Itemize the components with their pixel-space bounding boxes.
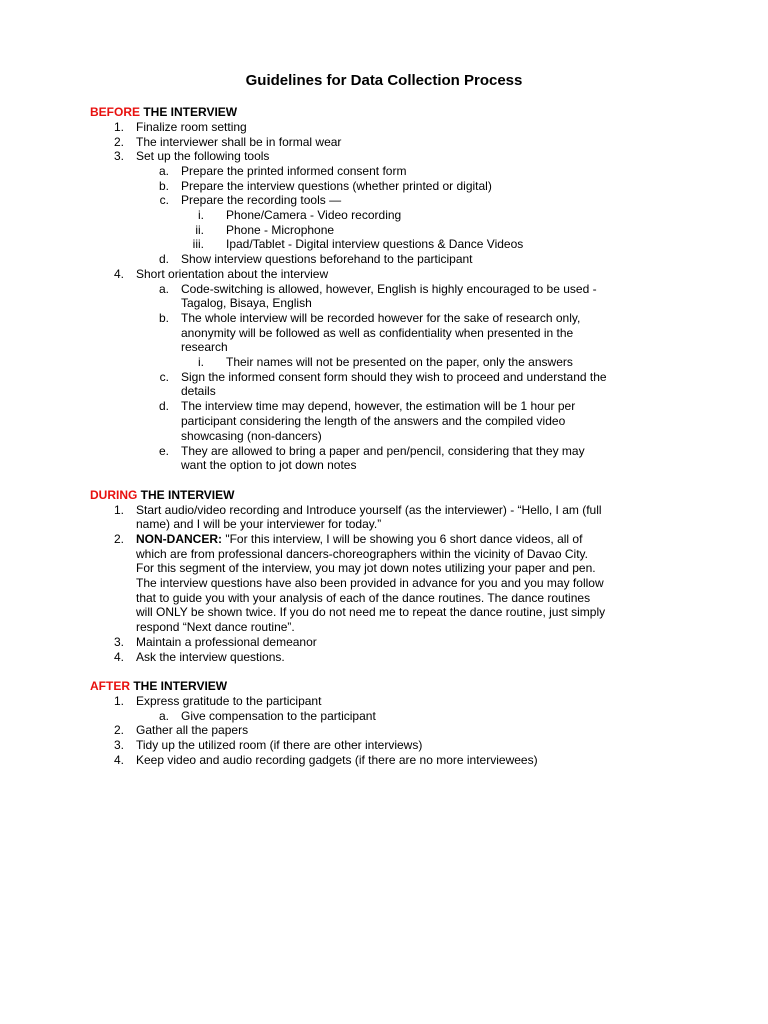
list-roman: iii.: [192, 237, 204, 251]
list-item: Their names will not be presented on the paper, only the answers: [226, 355, 573, 369]
list-item: Gather all the papers: [136, 723, 249, 737]
list-item: Phone - Microphone: [226, 223, 335, 237]
list-item: Start audio/video recording and Introduce yourself (as the interviewer) - “Hello, I am (full: [136, 503, 602, 517]
list-letter: d.: [158, 252, 169, 266]
heading-highlight: BEFORE: [90, 105, 141, 119]
heading-rest: THE INTERVIEW: [137, 488, 235, 502]
list-item: Phone/Camera - Video recording: [226, 208, 402, 222]
list-item: Tidy up the utilized room (if there are other interviews): [136, 738, 423, 752]
list-item-continuation: name) and I will be your interviewer for today.”: [136, 517, 382, 531]
list-item: Ipad/Tablet - Digital interview questions & Dance Videos: [226, 237, 524, 251]
list-number: 4.: [113, 650, 124, 664]
list-letter: a.: [158, 164, 169, 178]
list-letter: b.: [158, 311, 169, 325]
list-number: 3.: [113, 149, 124, 163]
list-letter: b.: [158, 179, 169, 193]
list-item-continuation: The interview questions have also been provided in advance for you and you may follow: [136, 576, 604, 590]
list-item: Finalize room setting: [136, 120, 247, 134]
list-number: 3.: [113, 738, 124, 752]
list-item: The whole interview will be recorded however for the sake of research only,: [181, 311, 581, 325]
page-title: Guidelines for Data Collection Process: [245, 72, 523, 89]
list-item-continuation: showcasing (non-dancers): [181, 429, 322, 443]
list-item: The interviewer shall be in formal wear: [136, 135, 342, 149]
list-item-continuation: want the option to jot down notes: [181, 458, 357, 472]
list-item-continuation: details: [181, 384, 216, 398]
list-item: Code-switching is allowed, however, English is highly encouraged to be used -: [181, 282, 597, 296]
list-item: Keep video and audio recording gadgets (if there are no more interviewees): [136, 753, 538, 767]
list-item-continuation: research: [181, 340, 228, 354]
heading-rest: THE INTERVIEW: [130, 679, 228, 693]
item-text: "For this interview, I will be showing you 6 short dance videos, all of: [222, 532, 583, 546]
list-item-continuation: that to guide you with your analysis of each of the dance routines. The dance routines: [136, 591, 591, 605]
list-item: Prepare the recording tools —: [181, 193, 342, 207]
section-heading-during: [90, 488, 234, 503]
list-item: Sign the informed consent form should they wish to proceed and understand the: [181, 370, 607, 384]
list-number: 2.: [113, 135, 124, 149]
list-letter: a.: [158, 709, 169, 723]
list-item-continuation: anonymity will be followed as well as confidentiality when presented in the: [181, 326, 574, 340]
list-item: Short orientation about the interview: [136, 267, 329, 281]
list-item-continuation: respond “Next dance routine”.: [136, 620, 295, 634]
list-number: 4.: [113, 753, 124, 767]
list-item: Show interview questions beforehand to the participant: [181, 252, 473, 266]
list-item: Maintain a professional demeanor: [136, 635, 317, 649]
list-item: They are allowed to bring a paper and pen/pencil, considering that they may: [181, 444, 585, 458]
list-number: 4.: [113, 267, 124, 281]
list-item-continuation: For this segment of the interview, you may jot down notes utilizing your paper and pen.: [136, 561, 596, 575]
list-item: Prepare the printed informed consent form: [181, 164, 407, 178]
list-letter: e.: [158, 444, 169, 458]
list-roman: i.: [198, 208, 204, 222]
list-number: 2.: [113, 532, 124, 546]
list-letter: c.: [159, 370, 169, 384]
list-item-continuation: which are from professional dancers-choreographers within the vicinity of Davao City.: [136, 547, 588, 561]
list-item: Ask the interview questions.: [136, 650, 285, 664]
list-number: 3.: [113, 635, 124, 649]
list-item-continuation: Tagalog, Bisaya, English: [181, 296, 312, 310]
list-letter: c.: [159, 193, 169, 207]
list-roman: i.: [198, 355, 204, 369]
list-item: [136, 532, 582, 547]
list-letter: a.: [158, 282, 169, 296]
list-item: The interview time may depend, however, the estimation will be 1 hour per: [181, 399, 576, 413]
list-number: 2.: [113, 723, 124, 737]
heading-highlight: DURING: [90, 488, 138, 502]
section-heading-before: [90, 105, 237, 120]
list-number: 1.: [113, 503, 124, 517]
list-number: 1.: [113, 694, 124, 708]
list-item: Express gratitude to the participant: [136, 694, 322, 708]
list-letter: d.: [158, 399, 169, 413]
bold-label: NON-DANCER:: [136, 532, 222, 546]
list-number: 1.: [113, 120, 124, 134]
heading-rest: THE INTERVIEW: [140, 105, 238, 119]
list-item: Set up the following tools: [136, 149, 270, 163]
list-item-continuation: will ONLY be shown twice. If you do not need me to repeat the dance routine, just simply: [136, 605, 606, 619]
heading-highlight: AFTER: [90, 679, 130, 693]
list-roman: ii.: [195, 223, 204, 237]
list-item: Give compensation to the participant: [181, 709, 376, 723]
list-item: Prepare the interview questions (whether printed or digital): [181, 179, 492, 193]
section-heading-after: [90, 679, 227, 694]
list-item-continuation: participant considering the length of the answers and the compiled video: [181, 414, 566, 428]
